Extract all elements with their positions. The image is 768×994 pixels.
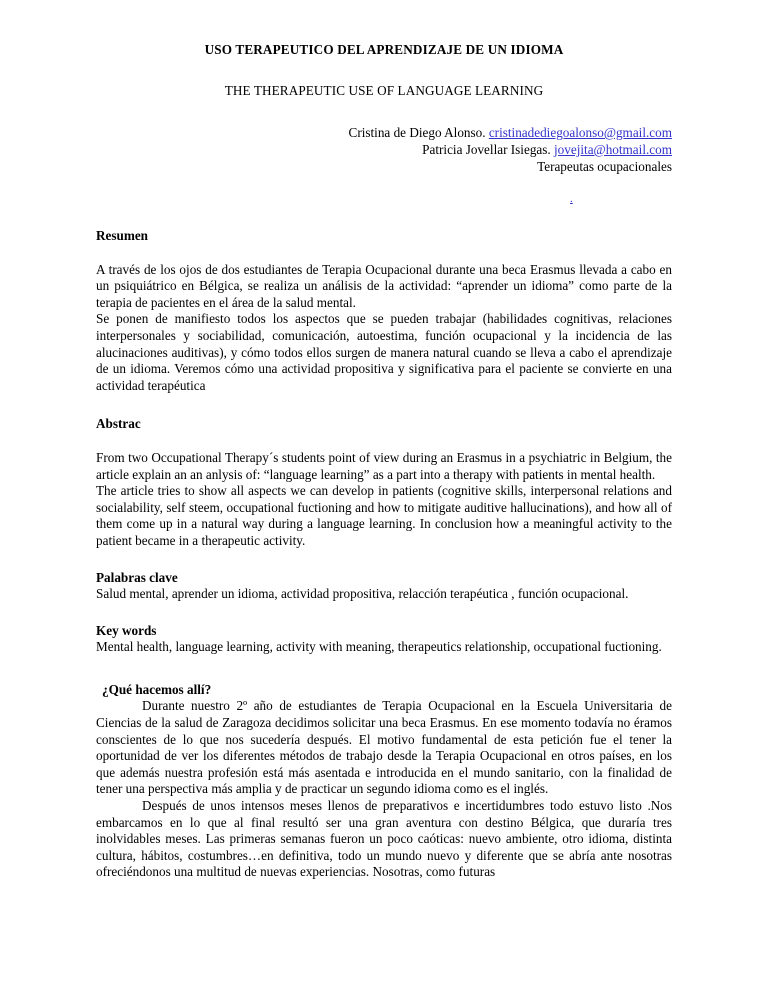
page-content (96, 0, 672, 881)
author-2-name: Patricia Jovellar Isiegas. (422, 142, 551, 157)
section-heading-que-hacemos-alli: ¿Qué hacemos allí? (102, 681, 212, 697)
que-hacemos-alli-paragraph-2: Después de unos intensos meses llenos de preparativos e incertidumbres todo estuvo listo .Nos embarcamos en lo que al final resultó ser una gran aventura con destino Bélgica, que duraría tres inolvidables meses. Las primeras semanas fueron un poco caóticas: nuevo ambiente, otro idioma, distinta cultura, hábitos, costumbres…en definitiva, todo un mundo nuevo y diferente que se abría ante nosotras ofreciéndonos una multitud de nuevas experiencias. Nosotras, como futuras (96, 798, 672, 880)
author-line-2 (96, 141, 672, 158)
key-words-text: Mental health, language learning, activity with meaning, therapeutics relationship, occupational fuctioning. (96, 639, 662, 655)
abstrac-paragraph-1: From two Occupational Therapy´s students point of view during an Erasmus in a psychiatric in Belgium, the article explain an an anlysis of: “language learning” as a part into a therapy with patients in mental health. (96, 449, 672, 482)
section-heading-key-words: Key words (96, 622, 157, 638)
author-1-email-link[interactable]: cristinadediegoalonso@gmail.com (488, 125, 672, 140)
abstrac-paragraph-2: The article tries to show all aspects we can develop in patients (cognitive skills, interpersonal relations and socialability, self steem, occupational fuctioning and how to mitigate auditive hallucinations), and how all of them come up in a natural way during a language learning. In conclusion how a meaningful activity to the patient became in a therapeutic activity. (96, 483, 672, 548)
stray-hyperlink-mark[interactable]: . (570, 193, 573, 205)
author-1-name: Cristina de Diego Alonso. (348, 125, 486, 140)
palabras-clave-text: Salud mental, aprender un idioma, actividad propositiva, relacción terapéutica , función ocupacional. (96, 586, 629, 602)
document-title: USO TERAPEUTICO DEL APRENDIZAJE DE UN IDIOMA (204, 42, 564, 57)
section-heading-resumen: Resumen (96, 228, 149, 243)
document-subtitle: THE THERAPEUTIC USE OF LANGUAGE LEARNING (224, 82, 544, 98)
author-2-email-link[interactable]: jovejita@hotmail.com (554, 142, 672, 157)
resumen-paragraph-1: A través de los ojos de dos estudiantes de Terapia Ocupacional durante una beca Erasmus llevada a cabo en un psiquiátrico en Bélgica, se realiza un análisis de la actividad: “aprender un idioma” como parte de la terapia de pacientes en el área de la salud mental. (96, 261, 672, 310)
author-affiliation: Terapeutas ocupacionales (537, 159, 672, 174)
author-block (96, 99, 672, 175)
resumen-paragraph-2: Se ponen de manifiesto todos los aspectos que se pueden trabajar (habilidades cognitivas, relaciones interpersonales y sociabilidad, comunicación, autoestima, función ocupacional y la incidencia de las alucinaciones auditivas), y cómo todos ellos surgen de manera natural cuando se lleva a cabo el aprendizaje de un idioma. Veremos cómo una actividad propositiva y significativa para el paciente se convierte en una actividad terapéutica (96, 311, 672, 393)
author-line-1 (96, 124, 672, 141)
section-heading-abstrac: Abstrac (96, 416, 141, 432)
section-heading-palabras-clave: Palabras clave (96, 569, 178, 585)
que-hacemos-alli-paragraph-1: Durante nuestro 2º año de estudiantes de Terapia Ocupacional en la Escuela Universitaria de Ciencias de la salud de Zaragoza decidimos solicitar una beca Erasmus. En ese momento todavía no éramos conscientes de lo que nos sucedería después. El motivo fundamental de esta petición fue el tener la oportunidad de ver los diferentes métodos de trabajo desde la Terapia Ocupacional en otros países, en los que además nuestra profesión está más asentada e introducida en el mundo sanitario, con la finalidad de tener una perspectiva más amplia y de practicar un segundo idioma como es el inglés. (96, 698, 672, 797)
